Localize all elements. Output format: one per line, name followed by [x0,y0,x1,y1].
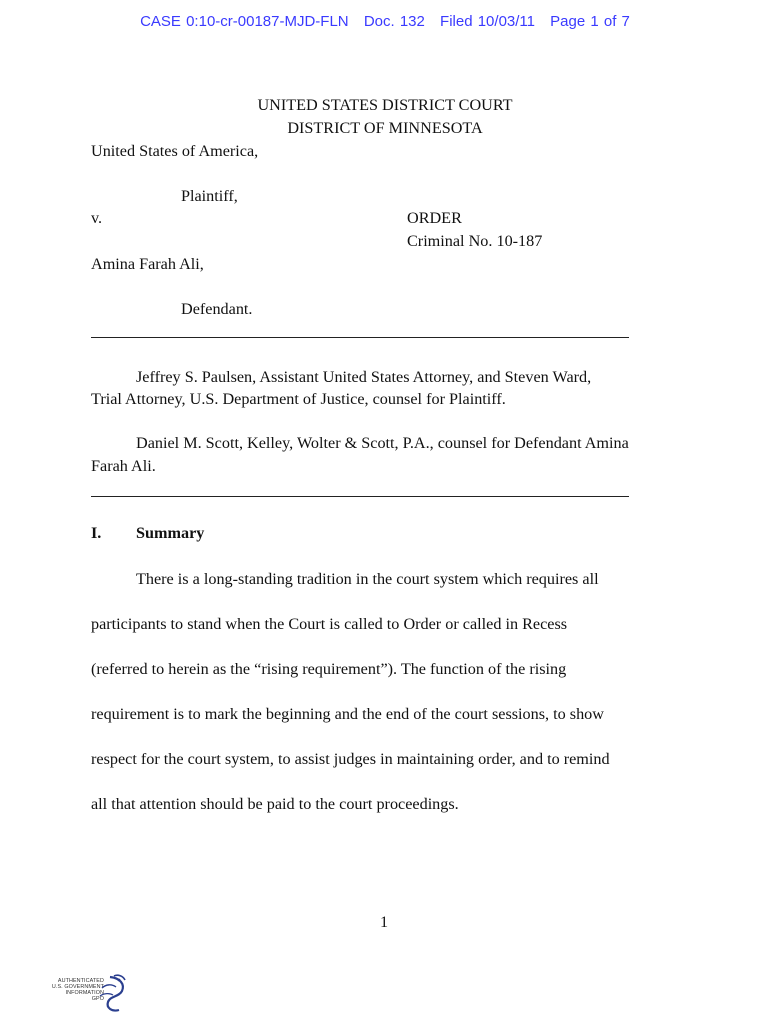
seal-line: U.S. GOVERNMENT [51,984,104,990]
body-line: all that attention should be paid to the court proceedings. [91,795,459,813]
seal-line: INFORMATION [65,990,104,996]
caption-divider [91,337,629,338]
body-line: participants to stand when the Court is called to Order or called in Recess [91,615,568,633]
gpo-eagle-seal-icon [92,974,128,1016]
court-name: UNITED STATES DISTRICT COURT [257,96,513,114]
body-line: respect for the court system, to assist judges in maintaining order, and to remind [91,750,610,768]
body-line: There is a long-standing tradition in the court system which requires all [136,570,599,588]
seal-line: AUTHENTICATED [57,978,104,984]
page-count: Page 1 of 7 [550,13,630,30]
body-line: requirement is to mark the beginning and the end of the court sessions, to show [91,705,604,723]
section-title: Summary [136,524,205,542]
doc-number: Doc. 132 [363,13,425,30]
court-district: DISTRICT OF MINNESOTA [287,119,483,137]
plaintiff-counsel-line1: Jeffrey S. Paulsen, Assistant United States Attorney, and Steven Ward, [136,368,592,386]
seal-line: GPO [91,996,104,1002]
order-title: ORDER [407,209,462,227]
plaintiff-role: Plaintiff, [181,187,238,205]
versus-label: v. [91,209,103,227]
defendant-counsel-line1: Daniel M. Scott, Kelley, Wolter & Scott, P.A., counsel for Defendant Amina [136,434,629,452]
defendant-name: Amina Farah Ali, [91,255,204,273]
criminal-number: Criminal No. 10-187 [407,232,543,250]
body-line: (referred to herein as the “rising requirement”). The function of the rising [91,660,567,678]
page-number: 1 [380,913,389,931]
defendant-counsel-line2: Farah Ali. [91,457,156,475]
gpo-authentication-seal [44,974,130,1016]
defendant-role: Defendant. [181,300,253,318]
plaintiff-counsel-line2: Trial Attorney, U.S. Department of Justice, counsel for Plaintiff. [91,390,506,408]
counsel-divider [91,496,629,497]
filed-date: Filed 10/03/11 [440,13,535,30]
case-number: CASE 0:10-cr-00187-MJD-FLN [140,13,349,30]
section-number: I. [91,524,102,542]
filing-header [0,13,770,30]
plaintiff-name: United States of America, [91,142,259,160]
